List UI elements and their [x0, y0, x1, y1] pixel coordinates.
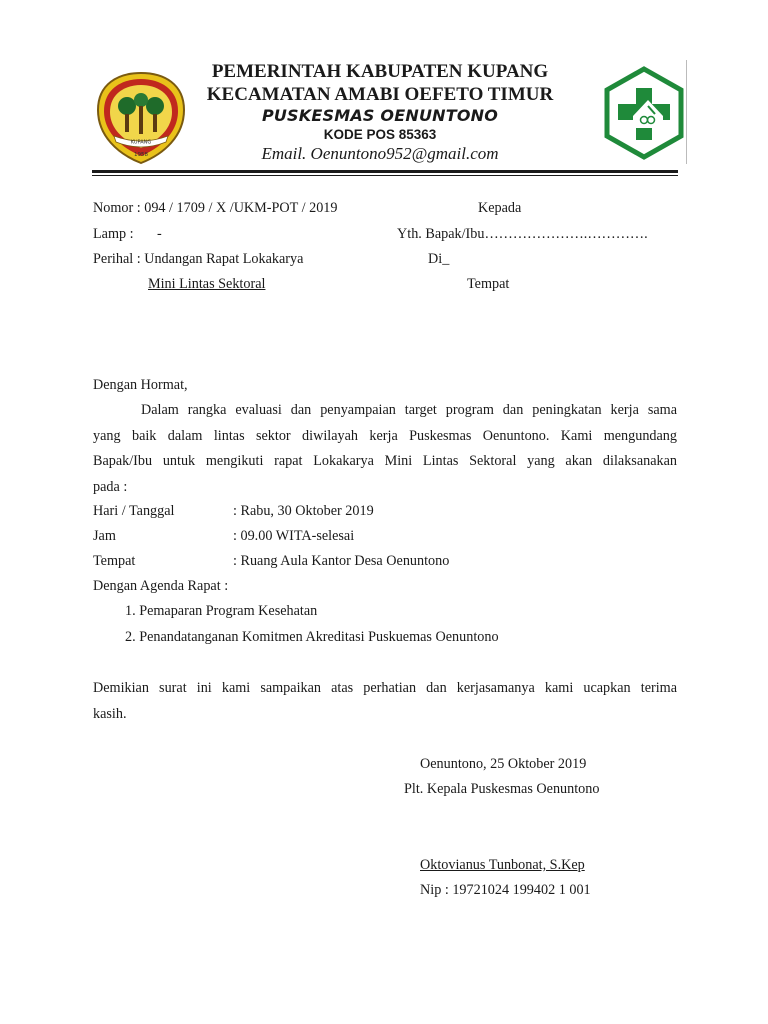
header-puskesmas: PUSKESMAS OENUNTONO [261, 106, 499, 125]
paragraph-line-2: yang baik dalam lintas sektor diwilayah kerja Puskesmas Oenuntono. Kami mengundang [93, 428, 677, 444]
header-rule-thick [92, 170, 678, 173]
agenda-title: Dengan Agenda Rapat : [93, 578, 229, 594]
header-rule-thin [92, 175, 678, 176]
paragraph-line-3: Bapak/Ibu untuk mengikuti rapat Lokakarya Mini Lintas Sektoral yang akan dilaksanakan [93, 453, 677, 469]
attachment-label: Lamp : [93, 226, 134, 242]
detail-value-place: : Ruang Aula Kantor Desa Oenuntono [233, 553, 450, 569]
signature-name: Oktovianus Tunbonat, S.Kep [420, 857, 585, 873]
recipient-di: Di_ [428, 251, 450, 267]
puskesmas-logo [603, 66, 685, 160]
letter-number: Nomor : 094 / 1709 / X /UKM-POT / 2019 [93, 200, 338, 216]
subject-line: Perihal : Undangan Rapat Lokakarya [93, 251, 304, 267]
header-government: PEMERINTAH KABUPATEN KUPANG [211, 61, 549, 82]
detail-label-time: Jam [93, 528, 116, 544]
detail-value-time: : 09.00 WITA-selesai [233, 528, 355, 544]
logo-year-text: 1958 [134, 152, 148, 158]
attachment-value: - [157, 226, 162, 242]
header-postal-code: KODE POS 85363 [323, 127, 437, 142]
subject-continuation: Mini Lintas Sektoral [148, 276, 266, 292]
agenda-item: 1. Pemaparan Program Kesehatan [125, 603, 318, 619]
paragraph-line-4: pada : [93, 479, 128, 495]
salutation: Dengan Hormat, [93, 377, 188, 393]
recipient-tempat: Tempat [467, 276, 510, 292]
signature-nip: Nip : 19721024 199402 1 001 [420, 882, 591, 898]
logo-ribbon-text: KUPANG [130, 139, 152, 146]
detail-label-day: Hari / Tanggal [93, 503, 175, 519]
detail-value-day: : Rabu, 30 Oktober 2019 [233, 503, 374, 519]
signature-place-date: Oenuntono, 25 Oktober 2019 [420, 756, 587, 772]
header-district: KECAMATAN AMABI OEFETO TIMUR [206, 84, 554, 105]
recipient-kepada: Kepada [478, 200, 522, 216]
recipient-yth: Yth. Bapak/Ibu………………….…………. [397, 226, 648, 242]
paragraph-line-1: Dalam rangka evaluasi dan penyampaian target program dan peningkatan kerja sama [141, 402, 677, 418]
header-email: Email. Oenuntono952@gmail.com [261, 144, 499, 163]
agenda-item: 2. Penandatanganan Komitmen Akreditasi Puskuemas Oenuntono [125, 629, 499, 645]
closing-line-2: kasih. [93, 706, 127, 722]
detail-label-place: Tempat [93, 553, 136, 569]
closing-line-1: Demikian surat ini kami sampaikan atas perhatian dan kerjasamanya kami ucapkan terima [93, 680, 677, 696]
signature-position: Plt. Kepala Puskesmas Oenuntono [404, 781, 600, 797]
scan-edge-line [686, 60, 687, 164]
